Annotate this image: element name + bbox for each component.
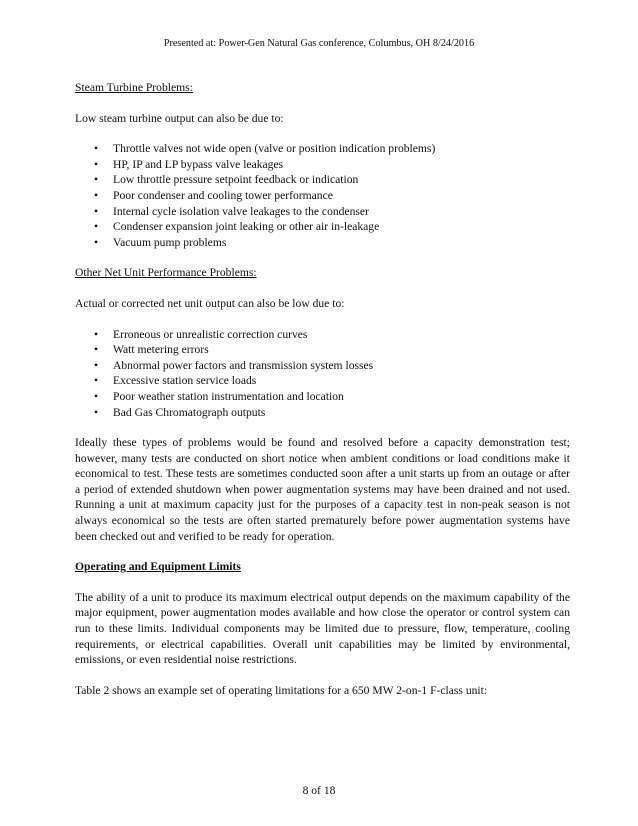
list-item-text: HP, IP and LP bypass valve leakages bbox=[113, 157, 284, 171]
list-item bbox=[94, 327, 570, 343]
list-item-text: Poor condenser and cooling tower performance bbox=[113, 188, 333, 202]
list-item bbox=[94, 141, 570, 157]
list-item-text: Abnormal power factors and transmission system losses bbox=[113, 358, 374, 372]
section-heading-net-unit: Other Net Unit Performance Problems: bbox=[75, 266, 257, 280]
list-item-text: Watt metering errors bbox=[113, 343, 209, 357]
body-paragraph: Ideally these types of problems would be found and resolved before a capacity demonstration test; however, many tests are conducted on short notice when ambient conditions or load conditions make it economical to test. These tests are sometimes conducted soon after a unit starts up from an outage or after a period of extended shutdown when power augmentation systems may have been drained and not used. Running a unit at maximum capacity just for the purposes of a capacity test in non-peak season is not always economical so the tests are often started prematurely before power augmentation systems have been checked out and verified to be ready for operation. bbox=[75, 436, 570, 543]
bullet-list-net-unit bbox=[75, 327, 570, 421]
list-item-text: Poor weather station instrumentation and location bbox=[113, 389, 344, 403]
list-item bbox=[94, 358, 570, 374]
list-item bbox=[94, 219, 570, 235]
bullet-icon: • bbox=[94, 157, 99, 171]
list-item bbox=[94, 389, 570, 405]
bullet-icon: • bbox=[94, 204, 99, 218]
list-item-text: Low throttle pressure setpoint feedback or indication bbox=[113, 173, 359, 187]
bullet-icon: • bbox=[94, 405, 99, 419]
section-heading-steam-turbine: Steam Turbine Problems: bbox=[75, 81, 193, 94]
bullet-icon: • bbox=[94, 220, 99, 234]
list-item bbox=[94, 204, 570, 220]
list-item bbox=[94, 342, 570, 358]
bullet-list-steam-turbine bbox=[75, 141, 570, 250]
bullet-icon: • bbox=[94, 389, 99, 403]
bullet-icon: • bbox=[94, 142, 99, 156]
page-body bbox=[75, 80, 570, 713]
list-item-text: Throttle valves not wide open (valve or position indication problems) bbox=[113, 142, 436, 156]
bullet-icon: • bbox=[94, 358, 99, 372]
list-item-text: Erroneous or unrealistic correction curves bbox=[113, 327, 308, 341]
page-number: 8 of 18 bbox=[302, 784, 336, 797]
body-paragraph: Table 2 shows an example set of operating limitations for a 650 MW 2-on-1 F-class unit: bbox=[75, 683, 488, 697]
section-heading-operating-limits: Operating and Equipment Limits bbox=[75, 560, 241, 574]
list-item-text: Internal cycle isolation valve leakages to the condenser bbox=[113, 204, 369, 218]
section-intro: Low steam turbine output can also be due to: bbox=[75, 111, 284, 125]
list-item-text: Condenser expansion joint leaking or other air in-leakage bbox=[113, 220, 380, 234]
bullet-icon: • bbox=[94, 188, 99, 202]
list-item bbox=[94, 373, 570, 389]
list-item-text: Excessive station service loads bbox=[113, 374, 257, 388]
bullet-icon: • bbox=[94, 343, 99, 357]
list-item bbox=[94, 188, 570, 204]
list-item bbox=[94, 235, 570, 251]
bullet-icon: • bbox=[94, 374, 99, 388]
body-paragraph: The ability of a unit to produce its maximum electrical output depends on the maximum capability of the major equipment, power augmentation modes available and how close the operator or control system can run to these limits. Individual components may be limited due to pressure, flow, temperature, cooling requirements, or electrical capabilities. Overall unit capabilities may be limited by environmental, emissions, or even residential noise restrictions. bbox=[75, 590, 570, 667]
bullet-icon: • bbox=[94, 235, 99, 249]
page-header: Presented at: Power-Gen Natural Gas conference, Columbus, OH 8/24/2016 bbox=[163, 38, 475, 49]
bullet-icon: • bbox=[94, 327, 99, 341]
list-item bbox=[94, 157, 570, 173]
list-item bbox=[94, 405, 570, 421]
list-item-text: Bad Gas Chromatograph outputs bbox=[113, 405, 266, 419]
list-item bbox=[94, 172, 570, 188]
section-intro: Actual or corrected net unit output can also be low due to: bbox=[75, 296, 345, 310]
bullet-icon: • bbox=[94, 173, 99, 187]
list-item-text: Vacuum pump problems bbox=[113, 235, 227, 249]
